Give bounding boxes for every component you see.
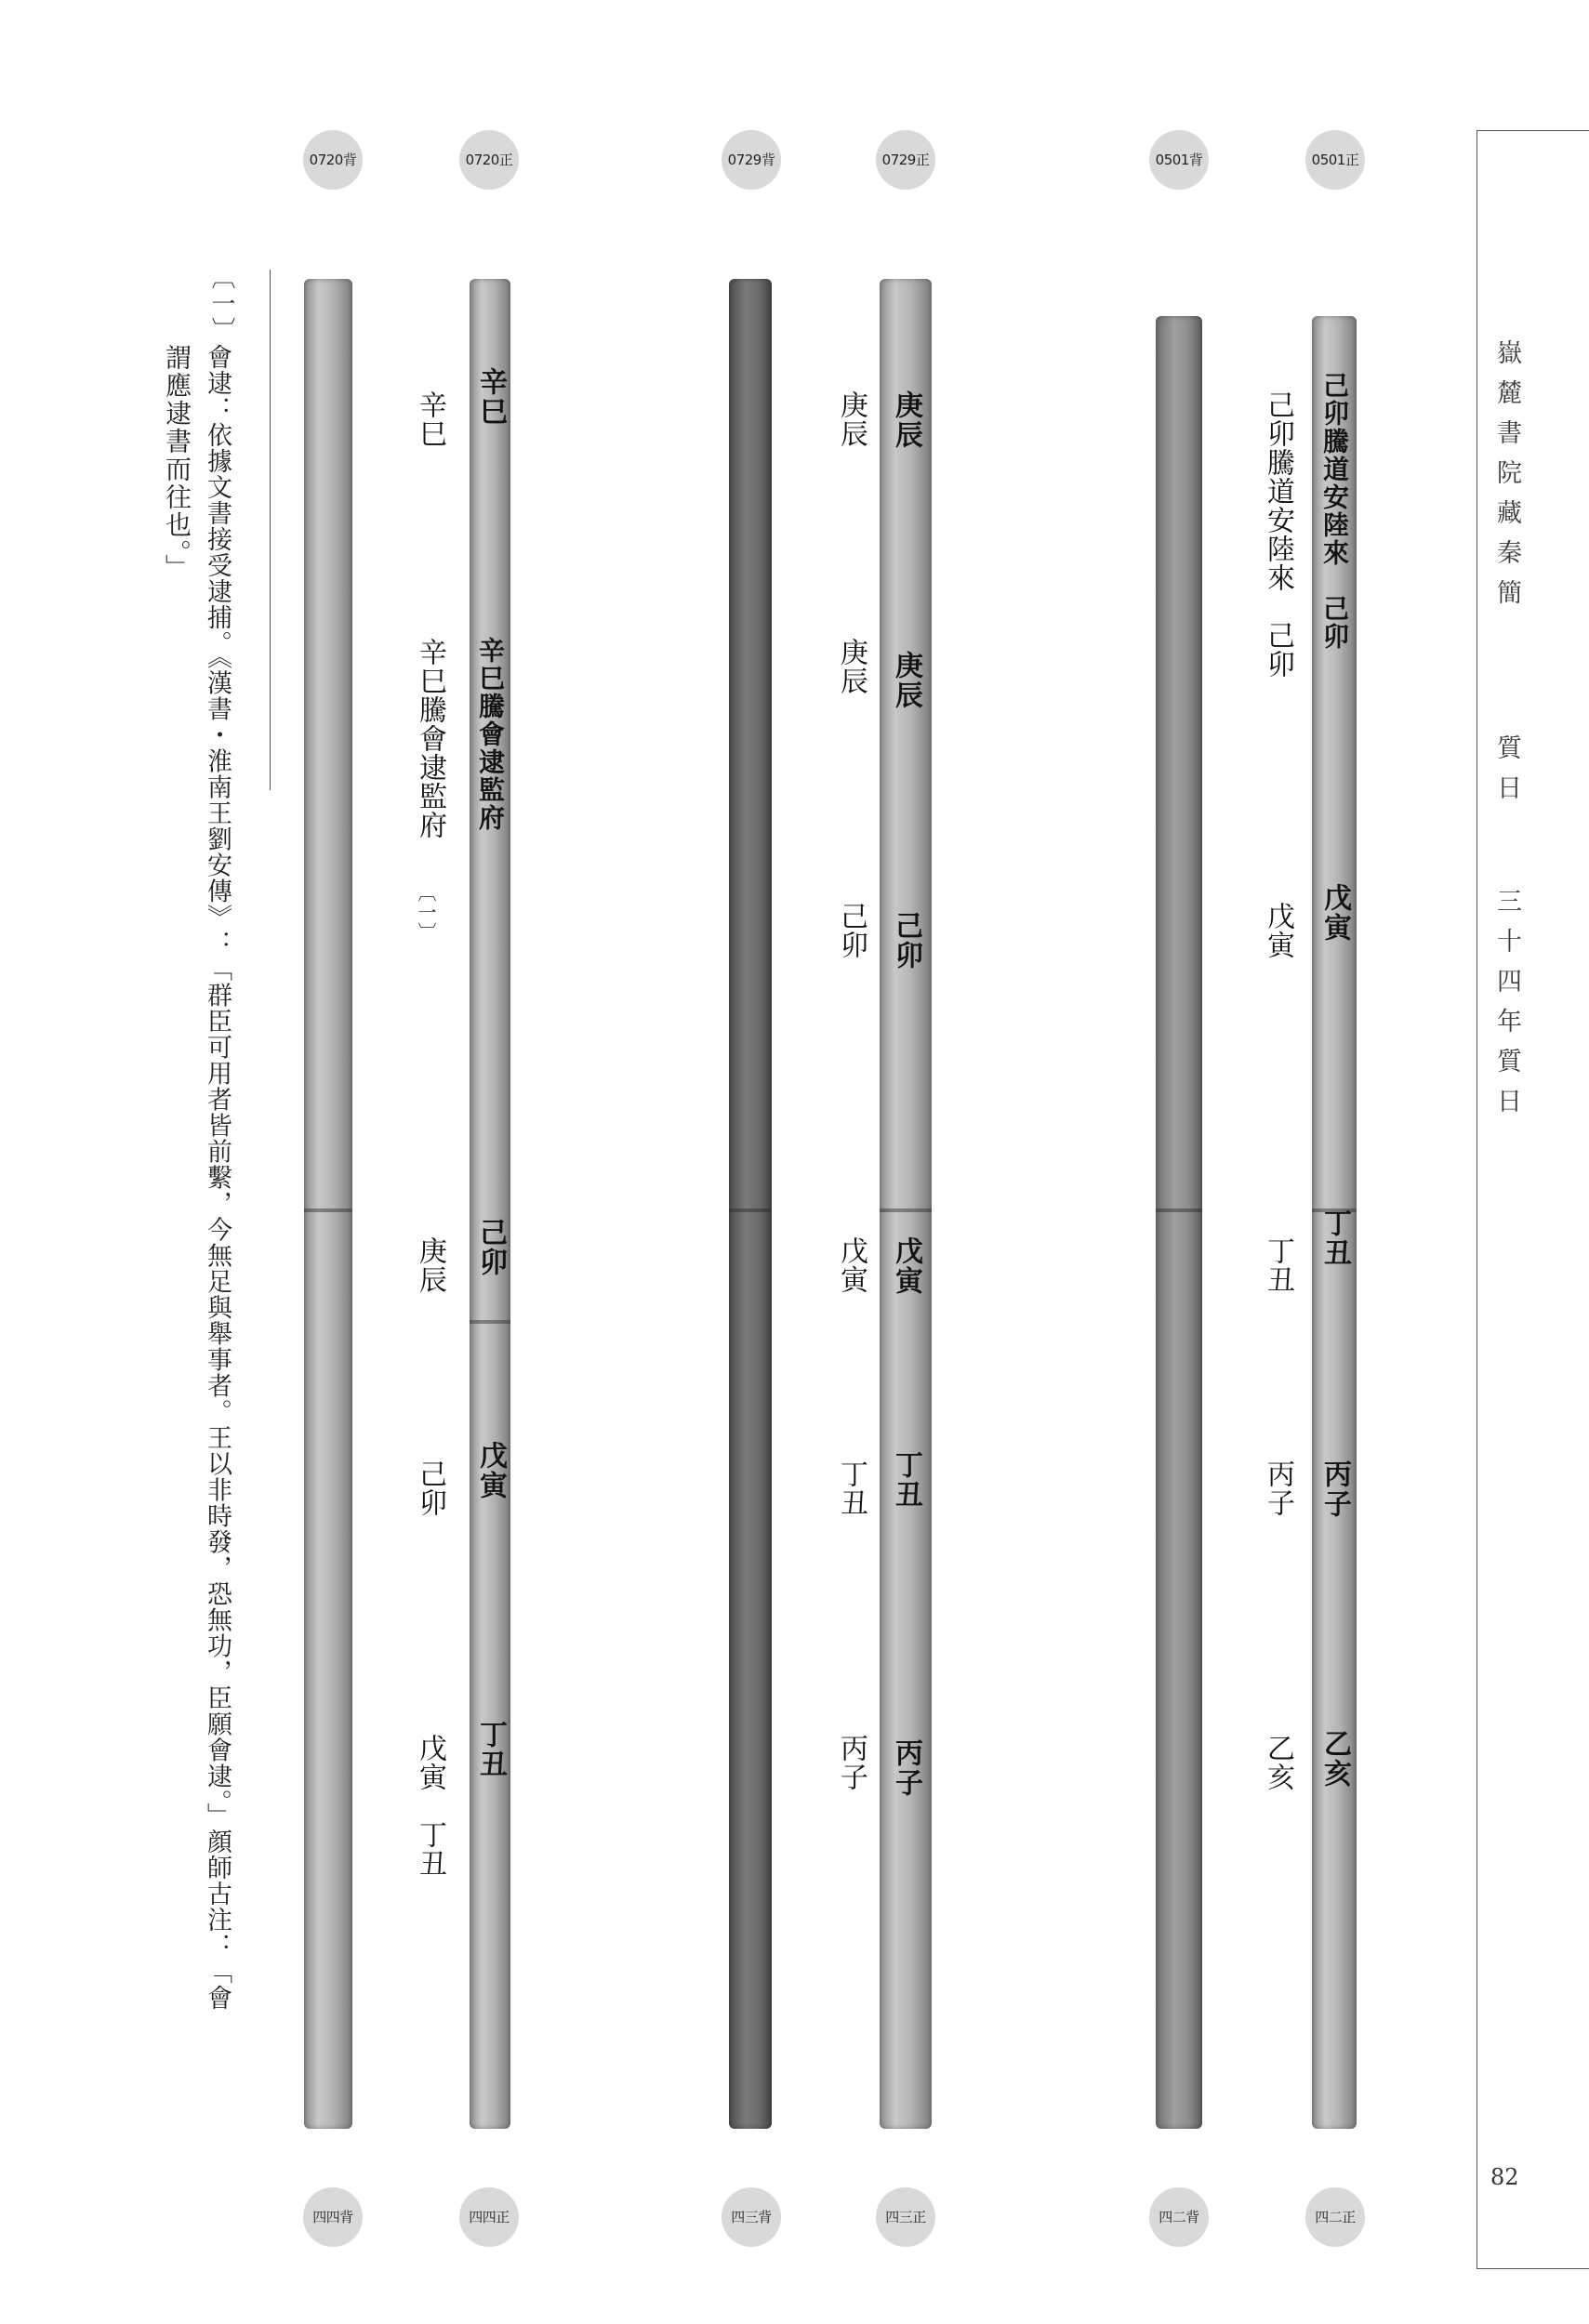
slip-ink-0729-3: 己卯: [890, 911, 922, 971]
slip-number-44-back: 四四背: [303, 2187, 363, 2247]
slip-label-0720-front: 0720正: [459, 130, 519, 190]
transcription-0729-4: 戊寅: [835, 1236, 867, 1294]
sidebar-corner-rule: [1476, 130, 1589, 131]
transcription-0729-6: 丙子: [835, 1734, 867, 1791]
slip-label-0729-back: 0729背: [722, 130, 781, 190]
book-title: 嶽麓書院藏秦簡: [1492, 339, 1521, 619]
slip-ink-0501-2: 戊寅: [1318, 883, 1351, 943]
slip-number-44-front: 四四正: [459, 2187, 519, 2247]
slip-ink-0501-4: 丙子: [1318, 1459, 1351, 1519]
bamboo-slip-0720-front: [470, 279, 510, 2129]
transcription-0729-2: 庚辰: [835, 638, 867, 695]
bamboo-slip-0720-back: [304, 279, 352, 2129]
sidebar-rule: [1476, 130, 1477, 2268]
slip-label-0501-back: 0501背: [1149, 130, 1209, 190]
note-line-1: 會逮：依據文書接受逮捕。《漢書・淮南王劉安傳》：「群臣可用者皆前繫，今無足與舉事者。王以非時發，恐無功，臣願會逮。」顔師古注：「會: [203, 344, 232, 2011]
slip-number-43-front: 四三正: [876, 2187, 935, 2247]
notes-rule: [270, 270, 271, 790]
transcription-0501-4: 丙子: [1262, 1459, 1294, 1517]
transcription-0720-5: 戊寅 丁丑: [414, 1734, 446, 1878]
slip-ink-0720-4: 戊寅: [474, 1441, 507, 1500]
transcription-0720-3: 庚辰: [414, 1236, 446, 1294]
slip-label-0720-back: 0720背: [303, 130, 363, 190]
subsection-title: 三十四年質日: [1492, 888, 1521, 1128]
slip-ink-0729-1: 庚辰: [890, 390, 922, 450]
slip-label-0729-front: 0729正: [876, 130, 935, 190]
transcription-0501-3: 丁丑: [1262, 1236, 1294, 1294]
transcription-0501-1: 己卯騰道安陸來 己卯: [1262, 390, 1294, 679]
transcription-0720-2: 辛巳騰會逮監府: [414, 638, 446, 839]
slip-ink-0729-6: 丙子: [890, 1738, 922, 1798]
slip-number-42-front: 四二正: [1305, 2187, 1365, 2247]
note-marker: 〔一〕: [207, 265, 235, 343]
slip-ink-0729-5: 丁丑: [890, 1450, 922, 1510]
transcription-0720-4: 己卯: [414, 1459, 446, 1517]
transcription-0720-note-mark: 〔一〕: [415, 883, 437, 942]
sidebar-bottom-rule: [1476, 2268, 1589, 2269]
slip-ink-0501-3: 丁丑: [1318, 1208, 1351, 1268]
slip-ink-0720-2: 辛巳騰會逮監府: [475, 637, 506, 832]
bamboo-slip-0729-front: [880, 279, 932, 2129]
note-line-2: 謂應逮書而往也。」: [162, 344, 192, 582]
transcription-0720-1: 辛巳: [414, 390, 446, 448]
slip-ink-0501-1: 己卯騰道安陸來 己卯: [1319, 372, 1350, 651]
transcription-0501-2: 戊寅: [1262, 902, 1294, 959]
page-number: 82: [1490, 2164, 1519, 2190]
bamboo-slip-0729-back: [729, 279, 772, 2129]
slip-ink-0501-5: 乙亥: [1318, 1729, 1351, 1789]
slip-ink-0720-5: 丁丑: [474, 1720, 507, 1779]
slip-number-43-back: 四三背: [722, 2187, 781, 2247]
section-title: 質日: [1492, 734, 1521, 814]
transcription-0501-5: 乙亥: [1262, 1734, 1294, 1791]
slip-ink-0720-3: 己卯: [474, 1218, 507, 1277]
slip-ink-0729-2: 庚辰: [890, 651, 922, 710]
slip-ink-0720-1: 辛巳: [474, 367, 507, 427]
slip-number-42-back: 四二背: [1149, 2187, 1209, 2247]
transcription-0729-3: 己卯: [835, 902, 867, 959]
transcription-0729-5: 丁丑: [835, 1459, 867, 1517]
slip-label-0501-front: 0501正: [1305, 130, 1365, 190]
bamboo-slip-0501-back: [1156, 316, 1202, 2129]
slip-ink-0729-4: 戊寅: [890, 1236, 922, 1296]
bamboo-slip-0501-front: [1312, 316, 1357, 2129]
transcription-0729-1: 庚辰: [835, 390, 867, 448]
